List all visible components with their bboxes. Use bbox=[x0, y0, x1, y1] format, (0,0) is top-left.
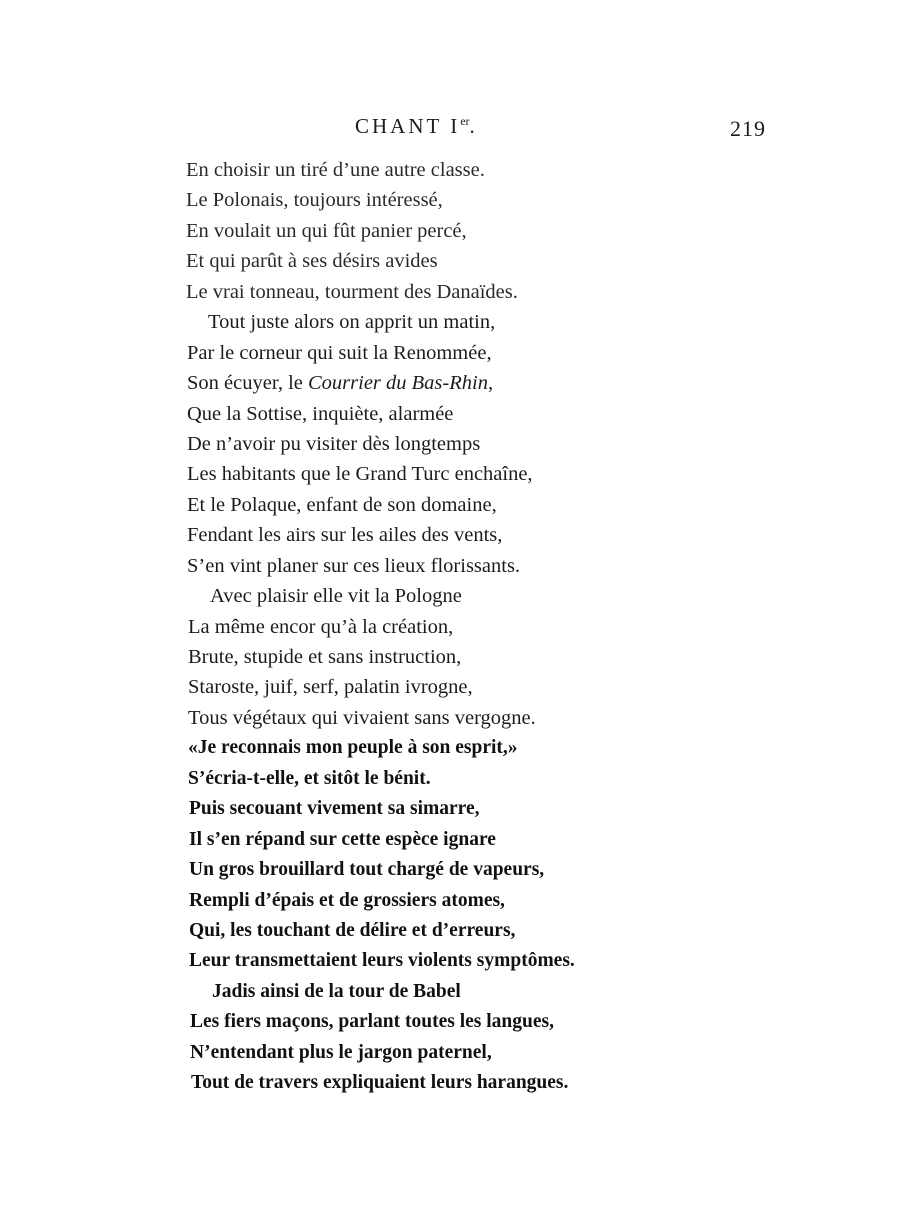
poem-text bbox=[186, 155, 726, 1099]
verse-punctuation: , bbox=[487, 372, 494, 395]
verse-line: Et le Polaque, enfant de son domaine, bbox=[187, 493, 497, 516]
newspaper-title: Courrier du Bas-Rhin bbox=[308, 372, 488, 395]
chant-label: CHANT I bbox=[355, 114, 461, 138]
verse-line: Le Polonais, toujours intéressé, bbox=[186, 189, 443, 212]
verse-line: Leur transmettaient leurs violents symptômes. bbox=[189, 950, 575, 972]
verse-line: Rempli d’épais et de grossiers atomes, bbox=[189, 889, 505, 911]
verse-line: S’écria-t-elle, et sitôt le bénit. bbox=[188, 767, 431, 789]
running-head bbox=[0, 114, 900, 144]
verse-line: Fendant les airs sur les ailes des vents, bbox=[187, 524, 503, 547]
verse-line: Et qui parût à ses désirs avides bbox=[186, 250, 438, 273]
verse-line: Avec plaisir elle vit la Pologne bbox=[210, 585, 462, 608]
verse-line: Les habitants que le Grand Turc enchaîne, bbox=[187, 463, 533, 486]
verse-text: Son écuyer, le bbox=[187, 372, 308, 395]
chant-superscript: er bbox=[460, 114, 470, 128]
verse-line: Un gros brouillard tout chargé de vapeurs, bbox=[189, 859, 545, 881]
verse-line: Brute, stupide et sans instruction, bbox=[188, 646, 462, 668]
verse-line: Puis secouant vivement sa simarre, bbox=[189, 798, 480, 820]
verse-line: Jadis ainsi de la tour de Babel bbox=[212, 980, 461, 1002]
verse-line: Que la Sottise, inquiète, alarmée bbox=[187, 402, 454, 425]
verse-line: Le vrai tonneau, tourment des Danaïdes. bbox=[186, 280, 518, 303]
page-number: 219 bbox=[730, 116, 766, 141]
verse-line: La même encor qu’à la création, bbox=[188, 615, 454, 638]
verse-line: Il s’en répand sur cette espèce ignare bbox=[189, 828, 496, 850]
verse-line: «Je reconnais mon peuple à son esprit,» bbox=[188, 737, 518, 759]
verse-line: Qui, les touchant de délire et d’erreurs, bbox=[189, 919, 516, 941]
verse-line: En voulait un qui fût panier percé, bbox=[186, 219, 467, 242]
verse-line: De n’avoir pu visiter dès longtemps bbox=[187, 432, 481, 455]
verse-line: En choisir un tiré d’une autre classe. bbox=[186, 159, 485, 181]
verse-line-with-italic bbox=[186, 368, 726, 398]
verse-line: Tout juste alors on apprit un matin, bbox=[208, 311, 496, 334]
verse-line: Tous végétaux qui vivaient sans vergogne. bbox=[188, 706, 536, 729]
chant-heading bbox=[355, 114, 478, 139]
verse-line: N’entendant plus le jargon paternel, bbox=[190, 1041, 492, 1063]
verse-line: Staroste, juif, serf, palatin ivrogne, bbox=[188, 676, 473, 699]
verse-line: Par le corneur qui suit la Renommée, bbox=[187, 341, 492, 364]
verse-line: Tout de travers expliquaient leurs harangues. bbox=[191, 1072, 569, 1094]
verse-line: S’en vint planer sur ces lieux florissants. bbox=[187, 554, 521, 577]
verse-line: Les fiers maçons, parlant toutes les langues, bbox=[190, 1011, 554, 1033]
chant-period: . bbox=[469, 114, 478, 138]
